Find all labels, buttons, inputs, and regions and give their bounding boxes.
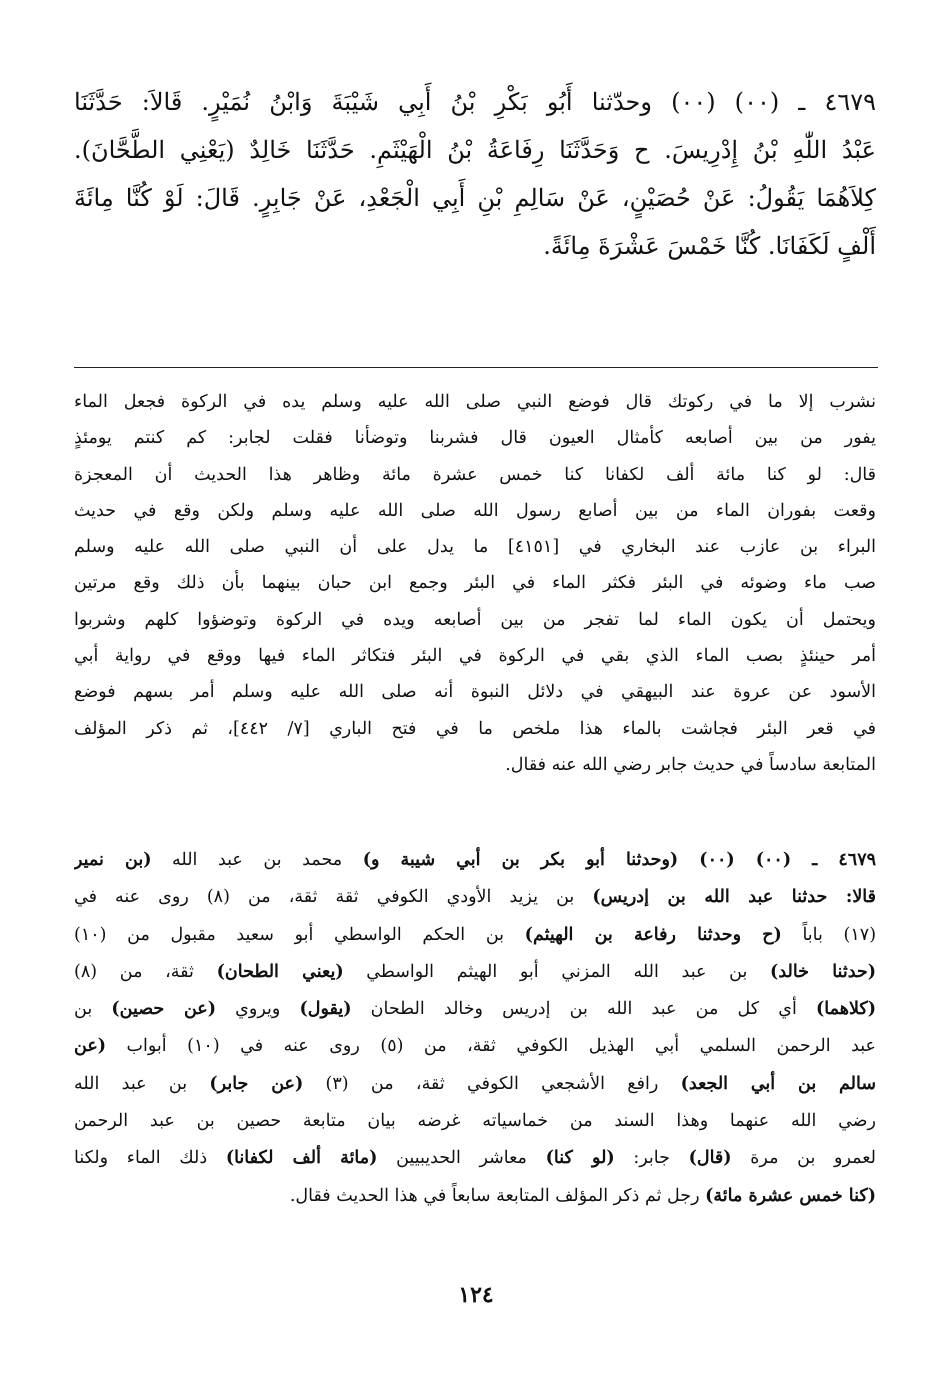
commentary-gloss: ثقة، من (٨)	[74, 961, 217, 982]
hadith-line: أَلْفٍ لَكَفَانَا. كُنَّا خَمْسَ عَشْرَةَ مِائَةً.	[543, 232, 876, 260]
commentary-quote: قالا: حدثنا عبد الله بن إدريس)	[592, 887, 876, 908]
footnote-line: الأسود عن عروة عند البيهقي في دلائل النبوة أنه صلى الله عليه وسلم أمر بسهم فوضع	[74, 682, 876, 703]
commentary-quote: (عن	[74, 1036, 107, 1057]
footnote-line: وقعت بفوران الماء من بين أصابع رسول الله صلى الله عليه وسلم ولكن وقع في حديث	[74, 500, 876, 521]
commentary-quote: ٤٦٧٩ ـ (٠٠) (٠٠)	[678, 850, 876, 870]
commentary-quote: (قال)	[688, 1148, 732, 1169]
commentary-gloss: أي كل من عبد الله بن إدريس وخالد الطحان	[351, 999, 816, 1020]
commentary-text	[74, 842, 876, 1215]
commentary-line	[74, 1028, 876, 1065]
footnote-line: ويحتمل أن يكون الماء لما تفجر من بين أصابعه ويده في الركوة وتوضؤوا كلهم وشربوا	[74, 609, 876, 630]
commentary-quote: (يقول)	[299, 999, 352, 1020]
commentary-gloss: بن الحكم الواسطي أبو سعيد مقبول من (١٠)	[74, 924, 525, 945]
commentary-line	[74, 917, 876, 954]
footnote-line: قال: لو كنا مائة ألف لكفانا كنا خمس عشرة مائة وظاهر هذا الحديث أن المعجزة	[74, 464, 876, 485]
commentary-gloss: ويروي	[216, 999, 300, 1020]
commentary-line	[74, 842, 876, 879]
footnote-line: يفور من بين أصابعه كأمثال العيون قال فشربنا وتوضأنا فقلت لجابر: كم كنتم يومئذٍ	[74, 428, 876, 449]
footnote-line: صب ماء وضوئه في البئر فكثر الماء في البئر وجمع ابن حبان بينهما بأن ذلك وقع مرتين	[74, 573, 876, 594]
footnote-text	[74, 384, 876, 783]
commentary-quote: (يعني الطحان)	[216, 961, 344, 982]
commentary-quote: (لو كنا)	[545, 1148, 615, 1169]
commentary-gloss: (١٧) باباً	[781, 924, 876, 945]
commentary-line	[74, 991, 876, 1028]
footnote-line: المتابعة سادساً في حديث جابر رضي الله عنه فقال.	[505, 754, 876, 775]
commentary-gloss: جابر:	[614, 1148, 689, 1169]
commentary-quote: (ح وحدثنا رفاعة بن الهيثم)	[524, 924, 782, 945]
commentary-quote: (وحدثنا أبو بكر بن أبي شيبة و)	[362, 850, 679, 870]
commentary-quote: (عن حصين)	[111, 999, 216, 1020]
commentary-gloss: ذلك الماء ولكنا	[74, 1148, 226, 1169]
commentary-line	[74, 954, 876, 991]
commentary-gloss: بن يزيد الأودي الكوفي ثقة ثقة، من (٨) روى عنه في	[74, 887, 593, 908]
commentary-quote: (عن جابر)	[209, 1073, 304, 1094]
footnote-line: في قعر البئر فجاشت بالماء هذا ملخص ما في فتح الباري [٧/ ٤٤٢]، ثم ذكر المؤلف	[74, 718, 876, 739]
commentary-quote: (مائة ألف لكفانا)	[225, 1148, 378, 1169]
commentary-line	[74, 1103, 876, 1140]
commentary-gloss: رافع الأشجعي الكوفي ثقة، من (٣)	[303, 1073, 681, 1094]
commentary-quote: (بن نمير	[74, 850, 152, 870]
commentary-line	[74, 1066, 876, 1103]
footnote-line: أمر حينئذٍ بصب الماء الذي بقي في الركوة في البئر فتكاثر الماء فيها ووقع في رواية أبي	[74, 646, 876, 667]
commentary-gloss: رجل ثم ذكر المؤلف المتابعة سابعاً في هذا الحديث فقال.	[289, 1185, 706, 1206]
commentary-gloss: رضي الله عنهما وهذا السند من خماسياته غرضه بيان متابعة حصين بن عبد الرحمن	[74, 1111, 876, 1132]
commentary-gloss: بن عبد الله المزني أبو الهيثم الواسطي	[343, 961, 771, 982]
commentary-quote: (حدثنا خالد)	[770, 961, 876, 982]
commentary-line	[74, 1140, 876, 1177]
hadith-line: ٤٦٧٩ ـ (٠٠) (٠٠) وحدّثنا أَبُو بَكْرِ بْنُ أَبِي شَيْبَةَ وَابْنُ نُمَيْرٍ. قَالاَ: حَدَّثَنَا	[74, 88, 876, 116]
hadith-line: عَبْدُ اللّٰهِ بْنُ إِدْرِيسَ. ح وَحَدَّثَنَا رِفَاعَةُ بْنُ الْهَيْثَمِ. حَدَّثَنَا خَالِدٌ (يَعْنِي الطَّحَّانَ).	[74, 136, 876, 164]
footnote-line: نشرب إلا ما في ركوتك قال فوضع النبي صلى الله عليه وسلم يده في الركوة فجعل الماء	[74, 392, 876, 412]
commentary-gloss: بن عبد الله	[74, 1073, 210, 1094]
commentary-quote: (كلاهما)	[815, 999, 876, 1020]
hadith-line: كِلاَهُمَا يَقُولُ: عَنْ حُصَيْنٍ، عَنْ سَالِمِ بْنِ أَبِي الْجَعْدِ، عَنْ جَابِرٍ. قَالَ: لَوْ كُنَّا مِائَةَ	[74, 184, 876, 212]
page-number: ١٢٤	[458, 1282, 494, 1308]
commentary-quote: (كنا خمس عشرة مائة)	[705, 1185, 876, 1206]
commentary-gloss: لعمرو بن مرة	[731, 1148, 876, 1169]
hadith-text	[74, 78, 876, 270]
commentary-gloss: بن	[74, 999, 112, 1020]
footnote-line: البراء بن عازب عند البخاري في [٤١٥١] ما يدل على أن النبي صلى الله عليه وسلم	[74, 537, 876, 558]
commentary-quote: سالم بن أبي الجعد)	[680, 1073, 876, 1094]
commentary-line	[74, 1178, 876, 1215]
commentary-gloss: معاشر الحديبيين	[377, 1148, 546, 1169]
footnote-divider	[74, 367, 878, 368]
commentary-gloss: محمد بن عبد الله	[151, 850, 363, 870]
commentary-line	[74, 879, 876, 916]
commentary-gloss: عبد الرحمن السلمي أبي الهذيل الكوفي ثقة، من (٥) روى عنه في (١٠) أبواب	[106, 1036, 876, 1057]
